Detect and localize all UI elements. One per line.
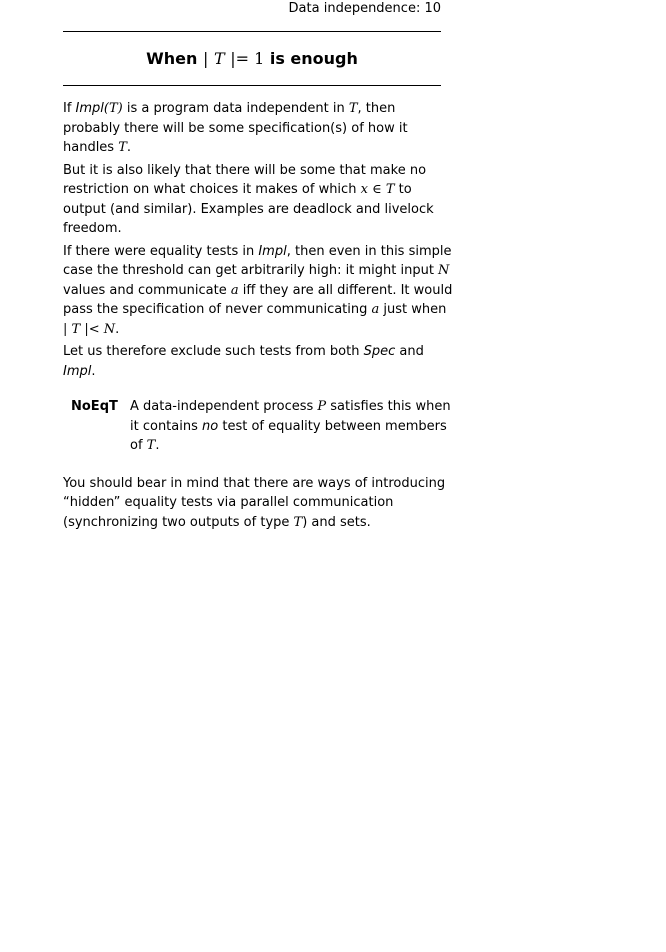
spec-term: Spec — [363, 344, 396, 359]
definition-body — [130, 397, 451, 456]
text-line: case the threshold can get arbitrarily high: it might input N — [63, 263, 450, 278]
text-line: Let us therefore exclude such tests from both Spec and — [63, 344, 424, 359]
slide-body — [63, 99, 453, 535]
emphasis-no: no — [202, 418, 219, 434]
text-line: | T |< N. — [63, 321, 120, 337]
top-rule — [63, 31, 441, 32]
text-line: handles T. — [63, 140, 132, 155]
text-line: of T. — [130, 438, 160, 453]
text-line: You should bear in mind that there are ways of introducing — [63, 475, 446, 491]
title-bar-open: | — [202, 49, 209, 68]
text-line: freedom. — [63, 221, 122, 236]
bottom-rule — [63, 85, 441, 86]
text-line: probably there will be some specification(s) of how it — [63, 120, 408, 136]
text-line: values and communicate a iff they are all different. It would — [63, 282, 453, 298]
text-line: restriction on what choices it makes of which x ∈ T to — [63, 182, 412, 197]
paragraph-hidden-equality — [63, 474, 446, 533]
text-line: If Impl(T) is a program data independent in T, then — [63, 101, 396, 116]
text-line: A data-independent process P satisfies this when — [130, 399, 451, 414]
slide-title — [63, 48, 441, 70]
definition-term: NoEqT — [71, 399, 118, 414]
text-line: But it is also likely that there will be some that make no — [63, 162, 427, 178]
text-line: (synchronizing two outputs of type T) and sets. — [63, 514, 371, 530]
running-header: Data independence: 10 — [288, 1, 441, 16]
impl-term: Impl — [258, 243, 287, 259]
title-prefix: When — [146, 49, 198, 68]
text-line: If there were equality tests in Impl, then even in this simple — [63, 243, 452, 259]
paragraph-impl-specification — [63, 99, 443, 158]
impl-term: Impl — [63, 363, 92, 379]
paragraph-equality-tests — [63, 242, 453, 340]
title-suffix: is enough — [269, 49, 358, 68]
text-line: output (and similar). Examples are deadlock and livelock — [63, 201, 434, 217]
paragraph-exclude-tests — [63, 342, 443, 381]
text-line: Impl. — [63, 363, 96, 379]
text-line: “hidden” equality tests via parallel communication — [63, 495, 394, 510]
text-line: pass the specification of never communicating a just when — [63, 302, 447, 317]
impl-term: Impl — [75, 101, 104, 116]
title-math-rest: |= 1 — [230, 49, 265, 68]
text-line: it contains no test of equality between members — [130, 418, 447, 434]
title-var-t: T — [213, 49, 225, 68]
paragraph-no-restriction — [63, 161, 443, 239]
definition-noeqt — [63, 397, 451, 456]
